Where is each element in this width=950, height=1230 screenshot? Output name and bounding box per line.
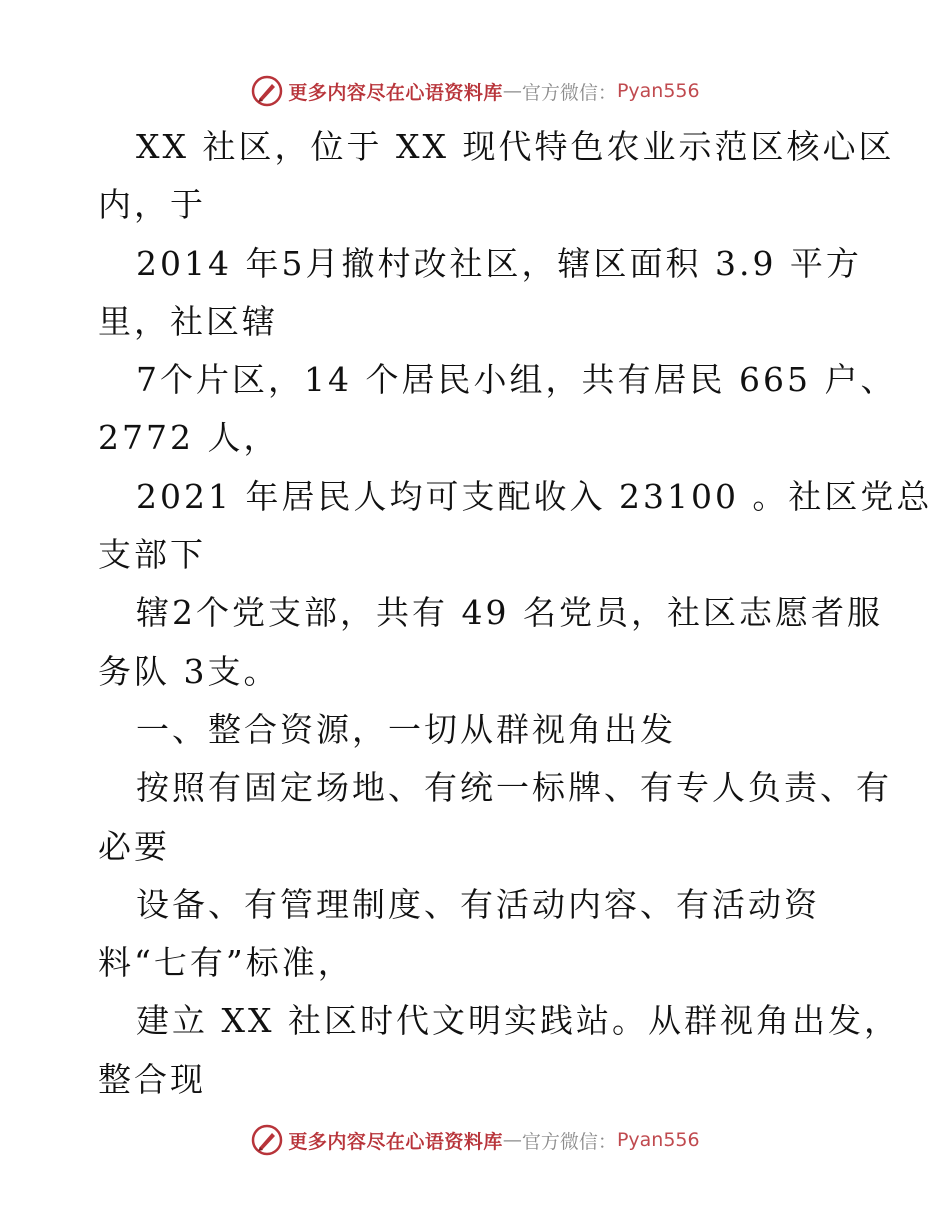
watermark-wechat-label: 官方微信： bbox=[521, 81, 617, 104]
text-line: 支部下 bbox=[98, 535, 206, 575]
text-line: 2021 年居民人均可支配收入 23100 。社区党总 bbox=[136, 476, 933, 516]
watermark-dash: — bbox=[502, 80, 522, 102]
watermark-wechat-id: Pyan556 bbox=[616, 80, 700, 102]
text-line: 内，于 bbox=[98, 185, 206, 225]
watermark-site-text: 更多内容尽在心语资料库 bbox=[288, 81, 503, 104]
text-line: 辖2个党支部，共有 49 名党员，社区志愿者服 bbox=[136, 593, 883, 633]
watermark-dash: — bbox=[502, 1129, 522, 1151]
watermark-wechat-id: Pyan556 bbox=[616, 1129, 700, 1151]
text-line: 按照有固定场地、有统一标牌、有专人负责、有 bbox=[136, 768, 892, 808]
text-line: 2014 年5月撤村改社区，辖区面积 3.9 平方 bbox=[136, 243, 862, 283]
text-line: 整合现 bbox=[98, 1059, 206, 1099]
text-line: 设备、有管理制度、有活动内容、有活动资 bbox=[136, 884, 820, 924]
watermark-wechat-label: 官方微信： bbox=[521, 1130, 617, 1153]
section-heading: 一、整合资源，一切从群视角出发 bbox=[136, 709, 676, 749]
document-body bbox=[98, 118, 933, 1109]
text-line: 必要 bbox=[98, 826, 170, 866]
text-line: 7个片区，14 个居民小组，共有居民 665 户、 bbox=[136, 360, 897, 400]
text-line: 建立 XX 社区时代文明实践站。从群视角出发， bbox=[136, 1001, 900, 1041]
text-line: 务队 3支。 bbox=[98, 651, 280, 691]
text-line: 2772 人， bbox=[98, 418, 280, 458]
pen-logo-icon bbox=[250, 74, 284, 108]
text-line: 里，社区辖 bbox=[98, 301, 278, 341]
footer-watermark bbox=[0, 1120, 950, 1160]
header-watermark bbox=[0, 71, 950, 111]
watermark-site-text: 更多内容尽在心语资料库 bbox=[288, 1130, 503, 1153]
text-line: 料“七有”标准， bbox=[98, 943, 354, 983]
pen-logo-icon bbox=[250, 1123, 284, 1157]
text-line: XX 社区，位于 XX 现代特色农业示范区核心区 bbox=[136, 127, 895, 166]
